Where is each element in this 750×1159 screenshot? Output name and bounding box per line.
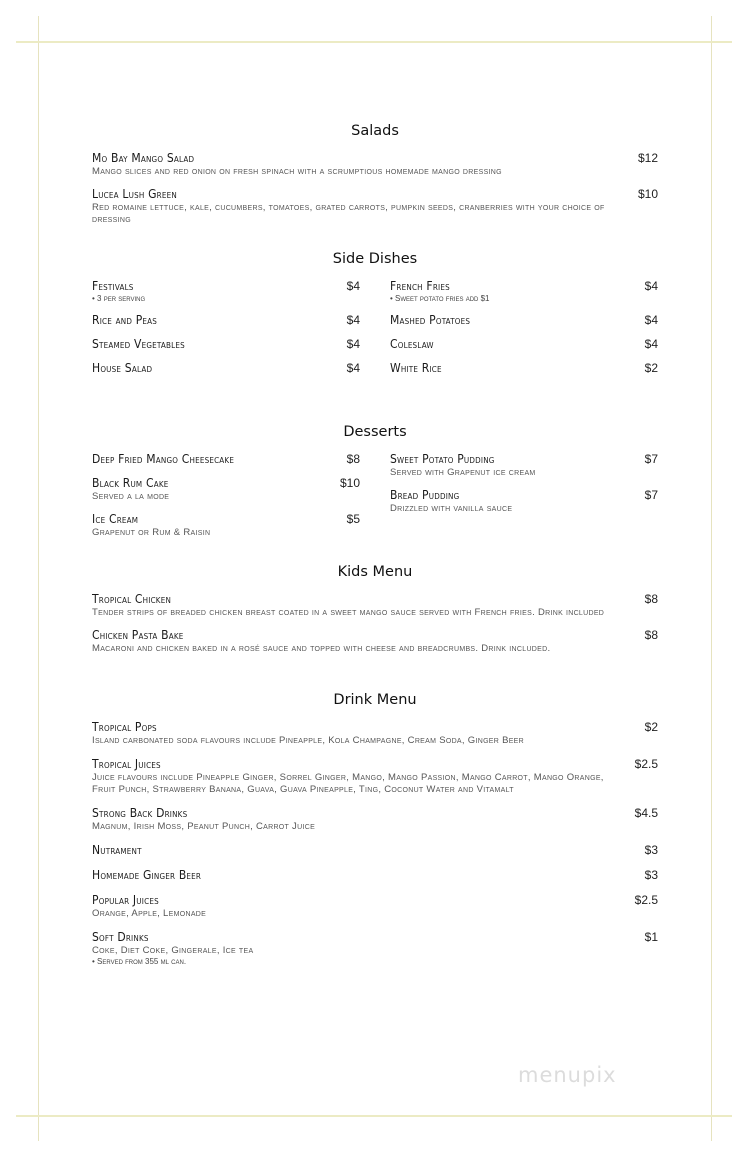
two-column-list (92, 452, 658, 548)
menu-item (92, 843, 658, 858)
section-kids-menu (92, 564, 658, 664)
item-price: $4.5 (634, 806, 658, 820)
menu-item (92, 592, 658, 619)
section-salads (92, 123, 658, 235)
menu-item (390, 313, 658, 328)
item-price: $8 (346, 452, 360, 466)
item-name: Deep Fried Mango Cheesecake (92, 452, 235, 466)
item-price: $2.5 (634, 893, 658, 907)
menu-item (92, 151, 658, 178)
item-name: Sweet Potato Pudding (390, 452, 495, 466)
item-name: Bread Pudding (390, 488, 460, 502)
item-name: Ice Cream (92, 512, 139, 526)
item-description: Juice flavours include Pineapple Ginger, Sorrel Ginger, Mango, Mango Passion, Mango Carrot, Mango Orange, Fruit Punch, Strawberry Banana, Guava, Guava Pineapple, Ting, Coconut Water and Vitamalt (92, 772, 604, 795)
item-name: Black Rum Cake (92, 476, 169, 490)
item-name: Tropical Juices (92, 757, 161, 771)
menu-item (92, 313, 360, 328)
menu-item (92, 187, 658, 226)
item-price: $4 (346, 279, 360, 293)
menu-item (92, 452, 360, 467)
item-name: Coleslaw (390, 337, 434, 351)
item-description: Orange, Apple, Lemonade (92, 908, 207, 919)
item-name: Tropical Chicken (92, 592, 172, 606)
two-column-list (92, 279, 658, 385)
menu-item (92, 337, 360, 352)
section-desserts (92, 424, 658, 548)
item-name: Strong Back Drinks (92, 806, 188, 820)
item-price: $4 (346, 313, 360, 327)
menu-item (390, 452, 658, 479)
section-title: Salads (351, 123, 399, 139)
menu-item (92, 806, 658, 833)
section-title: Desserts (343, 424, 407, 440)
item-name: Popular Juices (92, 893, 159, 907)
item-note: • 3 per serving (92, 294, 146, 303)
item-price: $4 (644, 337, 658, 351)
item-price: $10 (637, 187, 658, 201)
item-name: French Fries (390, 279, 450, 293)
section-title: Side Dishes (332, 251, 418, 267)
item-description: Served with Grapenut ice cream (390, 467, 536, 478)
item-name: Festivals (92, 279, 134, 293)
item-name: Nutrament (92, 843, 142, 857)
item-price: $4 (644, 279, 658, 293)
item-name: House Salad (92, 361, 153, 375)
menu-item (390, 361, 658, 376)
item-price: $8 (644, 592, 658, 606)
item-name: Mashed Potatoes (390, 313, 471, 327)
item-name: White Rice (390, 361, 442, 375)
item-price: $3 (644, 868, 658, 882)
item-price: $4 (644, 313, 658, 327)
item-description: Mango slices and red onion on fresh spinach with a scrumptious homemade mango dressing (92, 166, 502, 177)
item-name: Lucea Lush Green (92, 187, 177, 201)
item-description: Magnum, Irish Moss, Peanut Punch, Carrot Juice (92, 821, 316, 832)
menu-item (92, 893, 658, 920)
menu-item (92, 512, 360, 539)
item-description: Grapenut or Rum & Raisin (92, 527, 211, 538)
item-price: $2 (644, 720, 658, 734)
menu-item (92, 361, 360, 376)
menu-item (92, 628, 658, 655)
item-price: $7 (644, 452, 658, 466)
item-price: $10 (339, 476, 360, 490)
menu-item (92, 757, 658, 796)
column-right (390, 452, 658, 548)
item-description: Red romaine lettuce, kale, cucumbers, tomatoes, grated carrots, pumpkin seeds, cranberries with your choice of dressing (92, 202, 605, 225)
border-line-left (38, 16, 39, 1141)
section-drink-menu (92, 692, 658, 977)
item-name: Mo Bay Mango Salad (92, 151, 195, 165)
menu-item (390, 488, 658, 515)
item-note: • Served from 355 ml can. (92, 957, 187, 966)
column-left (92, 452, 360, 548)
column-left (92, 279, 360, 385)
item-price: $2 (644, 361, 658, 375)
item-note: • Sweet potato fries add $1 (390, 294, 490, 303)
menu-item (92, 279, 360, 304)
item-name: Steamed Vegetables (92, 337, 185, 351)
item-price: $2.5 (634, 757, 658, 771)
item-price: $1 (644, 930, 658, 944)
item-description: Drizzled with vanilla sauce (390, 503, 513, 514)
section-title: Kids Menu (337, 564, 413, 580)
item-name: Soft Drinks (92, 930, 149, 944)
border-line-bottom (16, 1115, 732, 1117)
item-name: Chicken Pasta Bake (92, 628, 184, 642)
item-price: $12 (637, 151, 658, 165)
section-side-dishes (92, 251, 658, 385)
border-line-right (711, 16, 712, 1141)
item-name: Homemade Ginger Beer (92, 868, 202, 882)
menu-item (92, 868, 658, 883)
item-description: Island carbonated soda flavours include Pineapple, Kola Champagne, Cream Soda, Ginger Beer (92, 735, 525, 746)
menu-item (390, 279, 658, 304)
menupix-watermark: menupix (518, 1063, 617, 1087)
menu-item (92, 930, 658, 967)
border-line-top (16, 41, 732, 43)
item-name: Tropical Pops (92, 720, 157, 734)
item-description: Coke, Diet Coke, Gingerale, Ice tea (92, 945, 254, 956)
item-description: Served a la mode (92, 491, 170, 502)
item-description: Macaroni and chicken baked in a rosé sauce and topped with cheese and breadcrumbs. Drink included. (92, 643, 551, 654)
menu-item (92, 720, 658, 747)
menu-item (92, 476, 360, 503)
item-price: $3 (644, 843, 658, 857)
item-price: $7 (644, 488, 658, 502)
section-title: Drink Menu (333, 692, 417, 708)
menu-item (390, 337, 658, 352)
column-right (390, 279, 658, 385)
item-price: $5 (346, 512, 360, 526)
item-description: Tender strips of breaded chicken breast coated in a sweet mango sauce served with French fries. Drink included (92, 607, 605, 618)
item-name: Rice and Peas (92, 313, 158, 327)
item-price: $8 (644, 628, 658, 642)
item-price: $4 (346, 361, 360, 375)
item-price: $4 (346, 337, 360, 351)
